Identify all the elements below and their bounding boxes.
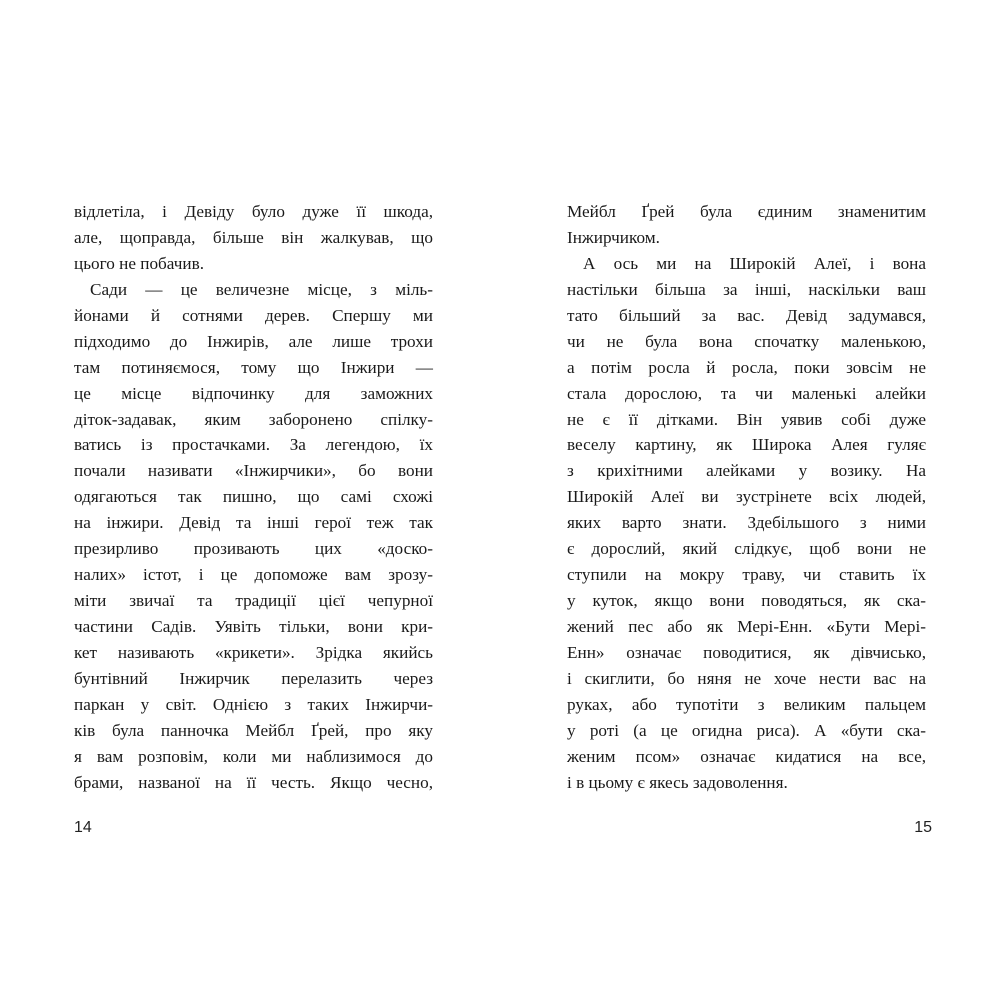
text-line: паркан у світ. Однією з таких Інжирчи- [74, 694, 433, 714]
page-number: 15 [914, 819, 932, 836]
text-line: цього не побачив. [74, 253, 204, 273]
text-line: це місце відпочинку для заможних [74, 383, 433, 403]
text-line: а потім росла й росла, поки зовсім не [567, 357, 926, 377]
text-line: і в цьому є якесь задоволення. [567, 772, 788, 792]
text-line: тато більший за вас. Девід задумався, [567, 305, 926, 325]
text-line: я вам розповім, коли ми наблизимося до [74, 746, 433, 766]
text-line: йонами й сотнями дерев. Спершу ми [74, 305, 433, 325]
text-line: одягаються так пишно, що самі схожі [74, 487, 433, 507]
text-line: презирливо прозивають цих «доско- [74, 539, 433, 559]
text-line: діток-задавак, яким заборонено спілку- [74, 409, 433, 429]
text-line: ступили на мокру траву, чи ставить їх [567, 565, 926, 585]
left-page-text [74, 199, 433, 796]
text-line: настільки більша за інші, наскільки ваш [567, 279, 926, 299]
text-line: у роті (а це огидна риса). А «бути ска- [567, 720, 926, 740]
text-line: Сади — це величезне місце, з міль- [90, 279, 433, 299]
page-number: 14 [74, 819, 92, 836]
text-line: у куток, якщо вони поводяться, як ска- [567, 591, 926, 611]
text-line: А ось ми на Широкій Алеї, і вона [583, 253, 926, 273]
text-line: яких варто знати. Здебільшого з ними [567, 513, 926, 533]
text-line: кет називають «крикети». Зрідка якийсь [74, 642, 433, 662]
right-page [500, 0, 1000, 1000]
text-line: ків була панночка Мейбл Ґрей, про яку [74, 720, 433, 740]
text-line: з крихітними алейками у возику. На [567, 461, 926, 481]
text-line: підходимо до Інжирів, але лише трохи [74, 331, 433, 351]
text-line: Енн» означає поводитися, як дівчисько, [567, 642, 926, 662]
text-line: брами, названої на її честь. Якщо чесно, [74, 772, 433, 792]
text-line: жений пес або як Мері-Енн. «Бути Мері- [567, 617, 926, 636]
text-line: чи не була вона спочатку маленькою, [567, 331, 926, 351]
text-line: на інжири. Девід та інші герої теж так [74, 513, 433, 533]
text-line: є дорослий, який слідкує, щоб вони не [567, 539, 926, 559]
text-line: стала дорослою, та чи маленькі алейки [567, 383, 926, 403]
text-line: бунтівний Інжирчик перелазить через [74, 668, 433, 688]
text-line: і скиглити, бо няня не хоче нести вас на [567, 668, 926, 688]
text-line: але, щоправда, більше він жалкував, що [74, 227, 433, 247]
text-line: там потиняємося, тому що Інжири — [74, 357, 433, 377]
text-line: женим псом» означає кидатися на все, [567, 746, 926, 766]
text-line: Мейбл Ґрей була єдиним знаменитим [567, 202, 926, 221]
right-page-text [567, 199, 926, 796]
text-line: налих» істот, і це допоможе вам зрозу- [74, 565, 433, 585]
text-line: не є її дітками. Він уявив собі дуже [567, 409, 926, 429]
text-line: відлетіла, і Девіду було дуже її шкода, [74, 202, 433, 221]
text-line: міти звичаї та традиції цієї чепурної [74, 591, 433, 611]
text-line: ватись із простачками. За легендою, їх [74, 435, 433, 455]
text-line: веселу картину, як Широка Алея гуляє [567, 435, 926, 455]
text-line: Широкій Алеї ви зустрінете всіх людей, [567, 487, 926, 507]
text-line: частини Садів. Уявіть тільки, вони кри- [74, 617, 433, 636]
text-line: руках, або тупотіти з великим пальцем [567, 694, 926, 714]
text-line: Інжирчиком. [567, 227, 660, 247]
text-line: почали називати «Інжирчики», бо вони [74, 461, 433, 481]
